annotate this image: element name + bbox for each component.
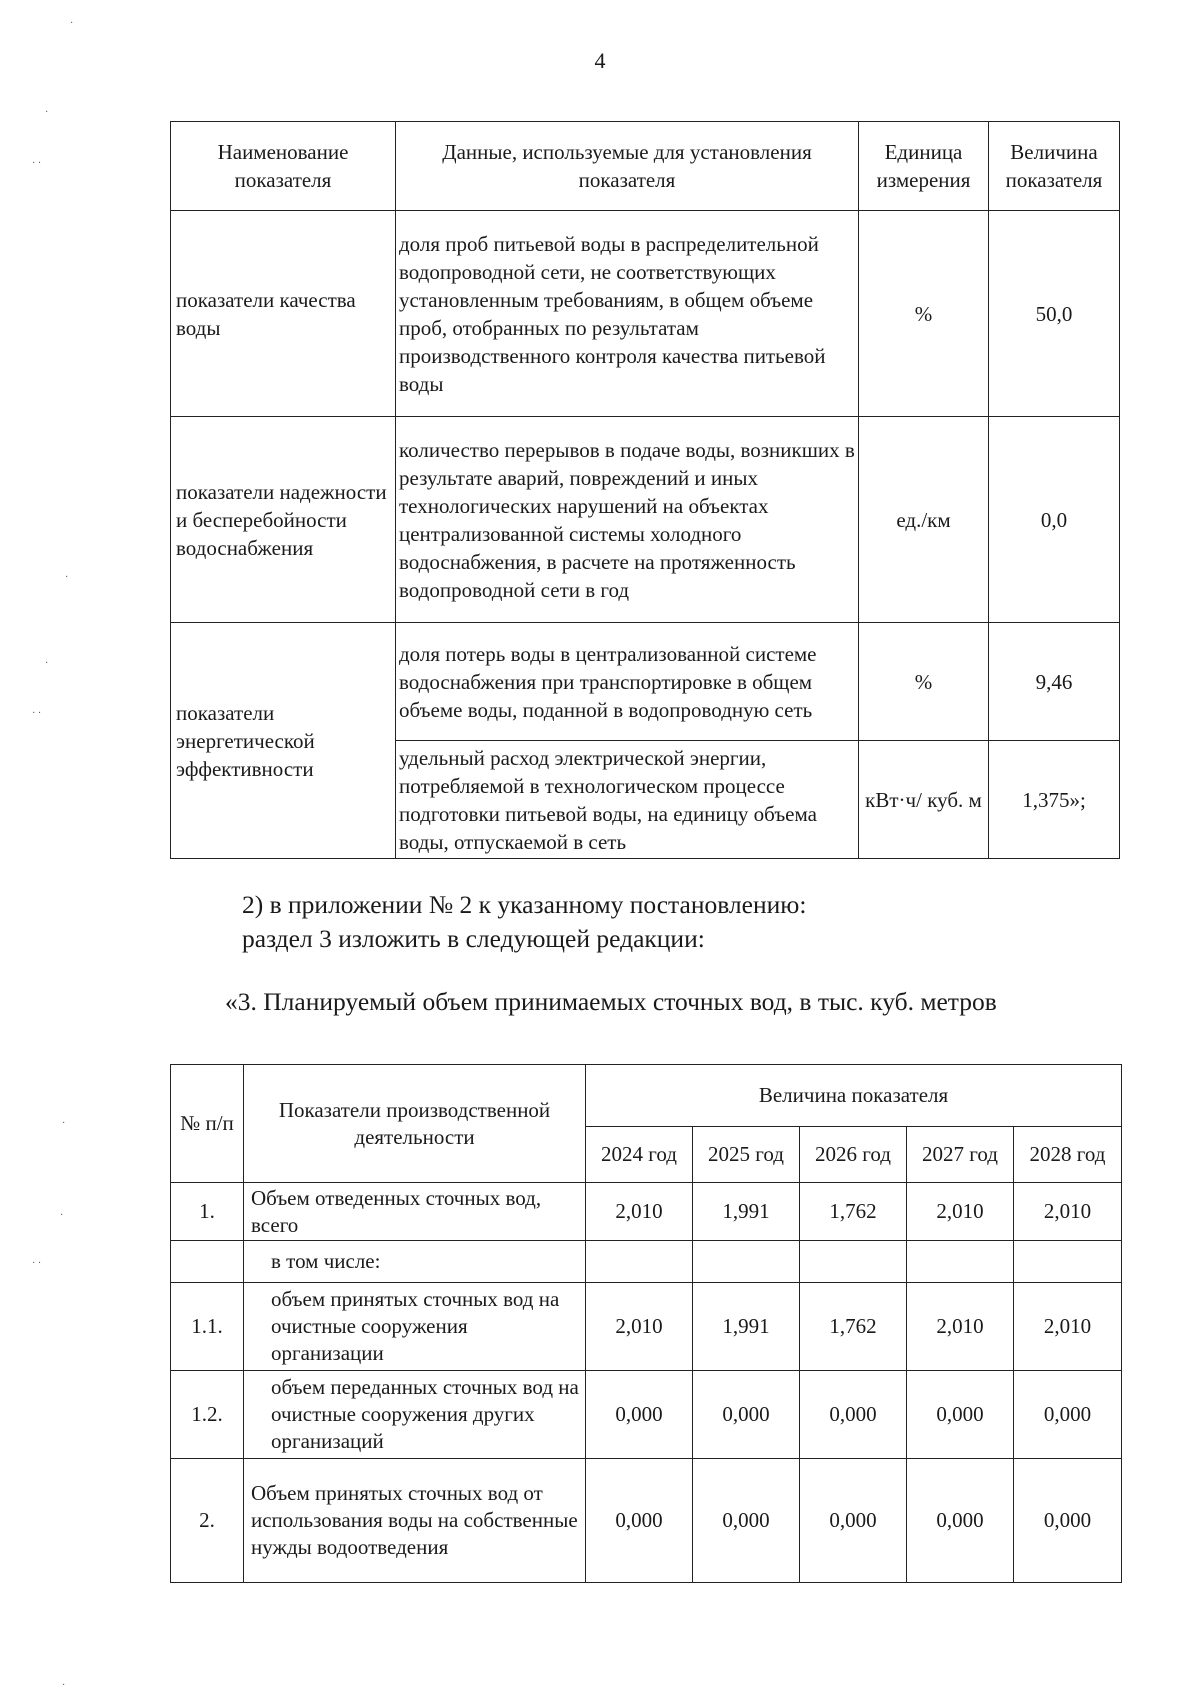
row-value: 1,762	[800, 1183, 907, 1241]
wastewater-table	[170, 1064, 1122, 1583]
indicator-description: доля потерь воды в централизованной системе водоснабжения при транспортировке в общем объеме воды, поданной в водопроводную сеть	[396, 623, 859, 741]
header-value: Величина показателя	[989, 122, 1120, 211]
row-value: 2,010	[586, 1283, 693, 1371]
row-number: 1.2.	[171, 1371, 244, 1459]
indicator-group-name: показатели надежности и бесперебойности водоснабжения	[171, 417, 396, 623]
row-value: 1,991	[693, 1183, 800, 1241]
row-value: 0,000	[586, 1459, 693, 1583]
indicator-unit: %	[859, 623, 989, 741]
row-value: 1,991	[693, 1283, 800, 1371]
indicator-description: доля проб питьевой воды в распределительной водопроводной сети, не соответствующих установленным требованиям, в общем объеме проб, отобранных по результатам производственного контроля качества питьевой воды	[396, 211, 859, 417]
row-value: 0,000	[800, 1459, 907, 1583]
row-indicator: Объем отведенных сточных вод, всего	[244, 1183, 586, 1241]
row-number: 1.	[171, 1183, 244, 1241]
header-year: 2027 год	[907, 1127, 1014, 1183]
row-value: 1,762	[800, 1283, 907, 1371]
row-value: 0,000	[693, 1371, 800, 1459]
header-year: 2026 год	[800, 1127, 907, 1183]
header-year: 2025 год	[693, 1127, 800, 1183]
row-value: 2,010	[907, 1183, 1014, 1241]
table-row	[171, 1283, 1122, 1371]
header-data-used: Данные, используемые для установления показателя	[396, 122, 859, 211]
page-number: 4	[594, 48, 606, 73]
indicators-header-row	[171, 122, 1120, 211]
indicator-unit: %	[859, 211, 989, 417]
row-number	[171, 1241, 244, 1283]
row-value	[1014, 1241, 1122, 1283]
indicator-row-energy-losses	[171, 623, 1120, 741]
row-value: 0,000	[1014, 1459, 1122, 1583]
header-year: 2024 год	[586, 1127, 693, 1183]
table-row	[171, 1183, 1122, 1241]
table-row	[171, 1371, 1122, 1459]
indicator-group-name: показатели качества воды	[171, 211, 396, 417]
indicator-description: количество перерывов в подаче воды, возникших в результате аварий, повреждений и иных технологических нарушений на объектах централизованной системы холодного водоснабжения, в расчете на протяженность водопроводной сети в год	[396, 417, 859, 623]
amendment-line-2: раздел 3 изложить в следующей редакции:	[242, 924, 705, 953]
row-value: 2,010	[1014, 1183, 1122, 1241]
indicators-table	[170, 121, 1120, 859]
row-indicator: объем принятых сточных вод на очистные сооружения организации	[244, 1283, 586, 1371]
indicator-value: 1,375»;	[989, 741, 1120, 859]
indicator-unit: ед./км	[859, 417, 989, 623]
amendment-line-1: 2) в приложении № 2 к указанному постановлению:	[242, 890, 807, 919]
wastewater-table-body	[171, 1183, 1122, 1583]
row-value: 2,010	[586, 1183, 693, 1241]
indicator-row-reliability	[171, 417, 1120, 623]
row-value	[907, 1241, 1014, 1283]
header-value-group: Величина показателя	[586, 1065, 1122, 1127]
header-year: 2028 год	[1014, 1127, 1122, 1183]
indicator-group-name: показатели энергетической эффективности	[171, 623, 396, 859]
indicator-row-water-quality	[171, 211, 1120, 417]
indicator-value: 50,0	[989, 211, 1120, 417]
row-indicator: объем переданных сточных вод на очистные сооружения других организаций	[244, 1371, 586, 1459]
row-value: 0,000	[907, 1371, 1014, 1459]
row-value: 0,000	[586, 1371, 693, 1459]
row-number: 1.1.	[171, 1283, 244, 1371]
header-unit: Единица измерения	[859, 122, 989, 211]
row-value: 0,000	[907, 1459, 1014, 1583]
wastewater-header-row	[171, 1065, 1122, 1127]
row-value	[800, 1241, 907, 1283]
row-value: 0,000	[693, 1459, 800, 1583]
table-row	[171, 1241, 1122, 1283]
amendment-paragraph	[242, 888, 806, 956]
indicator-value: 0,0	[989, 417, 1120, 623]
table-row	[171, 1459, 1122, 1583]
row-value: 0,000	[1014, 1371, 1122, 1459]
row-value: 0,000	[800, 1371, 907, 1459]
indicator-description: удельный расход электрической энергии, потребляемой в технологическом процессе подготовки питьевой воды, на единицу объема воды, отпускаемой в сеть	[396, 741, 859, 859]
section-title: «3. Планируемый объем принимаемых сточных вод, в тыс. куб. метров	[225, 987, 997, 1016]
indicator-unit: кВт·ч/ куб. м	[859, 741, 989, 859]
header-number: № п/п	[171, 1065, 244, 1183]
indicator-value: 9,46	[989, 623, 1120, 741]
header-indicator: Показатели производственной деятельности	[244, 1065, 586, 1183]
header-indicator-name: Наименование показателя	[171, 122, 396, 211]
row-indicator: в том числе:	[244, 1241, 586, 1283]
row-value: 2,010	[907, 1283, 1014, 1371]
row-value: 2,010	[1014, 1283, 1122, 1371]
row-value	[586, 1241, 693, 1283]
row-value	[693, 1241, 800, 1283]
row-number: 2.	[171, 1459, 244, 1583]
row-indicator: Объем принятых сточных вод от использования воды на собственные нужды водоотведения	[244, 1459, 586, 1583]
